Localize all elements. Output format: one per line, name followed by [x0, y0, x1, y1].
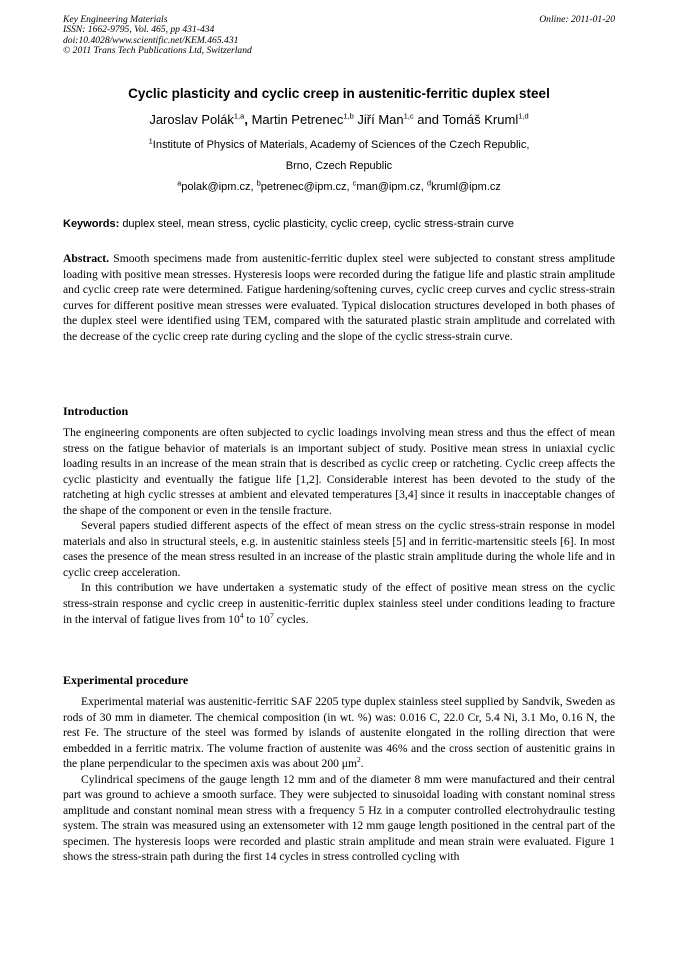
copyright: © 2011 Trans Tech Publications Ltd, Switzerland	[63, 45, 252, 57]
abstract	[63, 251, 615, 344]
author-name: Tomáš Kruml	[442, 112, 519, 127]
paragraph: Experimental material was austenitic-ferritic SAF 2205 type duplex stainless steel supplied by Sandvik, Sweden as rods of 30 mm in diameter. The chemical composition (in wt. %) was: 0.016 C, 22.0 Cr, 5.4 Ni, 3.1 Mo, 0.16 N, the rest Fe. The structure of the steel was formed by islands of austenite elongated in the rolling direction that were embedded in a ferritic matrix. The volume fraction of austenite was 46% and the cross section of austenitic grains in the plane perpendicular to the specimen axis was about 200 $\mu m^2$.	[63, 695, 615, 771]
experimental-body	[63, 694, 615, 865]
email[interactable]: man@ipm.cz,	[356, 181, 424, 193]
issn: ISSN: 1662-9795, Vol. 465, pp 431-434	[63, 24, 215, 36]
paragraph: Cylindrical specimens of the gauge length 12 mm and of the diameter 8 mm were manufactured and their central part was ground to achieve a smooth surface. They were subjected to sinusoidal loading with constant nominal stress amplitude and constant nominal mean stress with a frequency 5 Hz in a computer controlled electrohydraulic testing system. The strain was measured using an extensometer with 12 mm gauge length positioned in the central part of the specimen. The hysteresis loops were recorded and plastic strain amplitude and mean strain were evaluated. Figure 1 shows the stress-strain path during the first 14 cycles in stress controlled cycling with	[63, 772, 615, 864]
affiliation-sup: 1	[148, 136, 153, 146]
author-sup: 1,c	[403, 111, 414, 121]
journal-name: Key Engineering Materials	[63, 14, 168, 25]
introduction-body	[63, 425, 615, 627]
email-sup: a	[177, 178, 182, 188]
author-name: Jaroslav Polák	[149, 112, 234, 127]
keywords-text: duplex steel, mean stress, cyclic plasticity, cyclic creep, cyclic stress-strain curve	[122, 218, 514, 230]
author-sup: 1,a	[233, 111, 245, 121]
email-sup: d	[426, 178, 432, 188]
affiliation-line-1	[0, 136, 678, 151]
email-sup: b	[256, 178, 261, 188]
keywords	[63, 218, 615, 230]
paragraph: The engineering components are often subjected to cyclic loadings involving mean stress and thus the effect of mean stress on the fatigue behavior of materials is an important subject of study. Positive mean stress in uniaxial cyclic loading results in an increase of the mean strain that is described as cyclic creep or ratcheting. Cyclic creep affects the cyclic plasticity and eventually the fatigue life [1,2]. Considerable interest has been devoted to the study of the ratcheting at high cyclic stresses at ambient and elevated temperatures [3,4] since it results in inacceptable changes of the shape of the component or even in the tensile fracture.	[63, 426, 615, 517]
author-list: Jaroslav Polák$^{1,a}$, Martin Petrenec$^{1,b}$ Jiří Man$^{1,c}$ and Tomáš Kruml$^{1,d}$	[149, 111, 529, 127]
author-name: Jiří Man	[357, 112, 404, 127]
paragraph: Several papers studied different aspects of the effect of mean stress on the cyclic stress-strain response in model materials and also in structural steels, e.g. in austenitic stainless steels [5] and in ferritic-martensitic steels [6]. In most cases the presence of the mean stress resulted in an increase of the plastic strain amplitude during the whole life and in cyclic creep acceleration.	[63, 519, 615, 579]
keywords-label: Keywords:	[63, 218, 120, 230]
abstract-text: Smooth specimens made from austenitic-ferritic duplex steel were subjected to constant stress amplitude loading with positive mean stresses. Hysteresis loops were recorded during the fatigue life and plastic strain amplitude and cyclic creep rate were determined. Fatigue hardening/softening curves, cyclic creep curves and cyclic stress-strain curves for different positive mean stresses were evaluated. Typical dislocation structures developed in both phases of the duplex steel were identified using TEM, compared with the saturated plastic strain amplitude and correlated with the decrease of the cyclic creep rate during cycling and the slope of the cyclic stress-strain curve.	[63, 252, 615, 343]
affiliation-text: Institute of Physics of Materials, Academy of Sciences of the Czech Republic,	[152, 139, 530, 151]
email[interactable]: kruml@ipm.cz	[431, 181, 501, 193]
author-sup: 1,d	[518, 111, 529, 121]
author-conjunction: and	[417, 112, 439, 127]
affiliation-line-2: Brno, Czech Republic	[285, 160, 393, 172]
paragraph: In this contribution we have undertaken a systematic study of the effect of positive mean stress on the cyclic stress-strain response and cyclic creep in austenitic-ferritic duplex stainless steel under conditions leading to fracture in the interval of fatigue lives from $10^4$ to $10^7$ cycles.	[63, 581, 615, 626]
experimental-heading: Experimental procedure	[63, 673, 189, 687]
abstract-label: Abstract.	[63, 252, 110, 265]
author-sup: 1,b	[343, 111, 354, 121]
introduction-heading: Introduction	[63, 404, 129, 418]
email-sup: c	[352, 178, 357, 188]
email-list	[0, 178, 678, 193]
author-name: Martin Petrenec	[251, 112, 344, 127]
doi: doi:10.4028/www.scientific.net/KEM.465.431	[63, 34, 239, 46]
journal-header	[63, 15, 252, 57]
email[interactable]: petrenec@ipm.cz,	[260, 181, 350, 193]
email[interactable]: polak@ipm.cz,	[181, 181, 254, 193]
paper-title: Cyclic plasticity and cyclic creep in austenitic-ferritic duplex steel	[128, 86, 550, 101]
online-date: Online: 2011-01-20	[539, 14, 615, 25]
